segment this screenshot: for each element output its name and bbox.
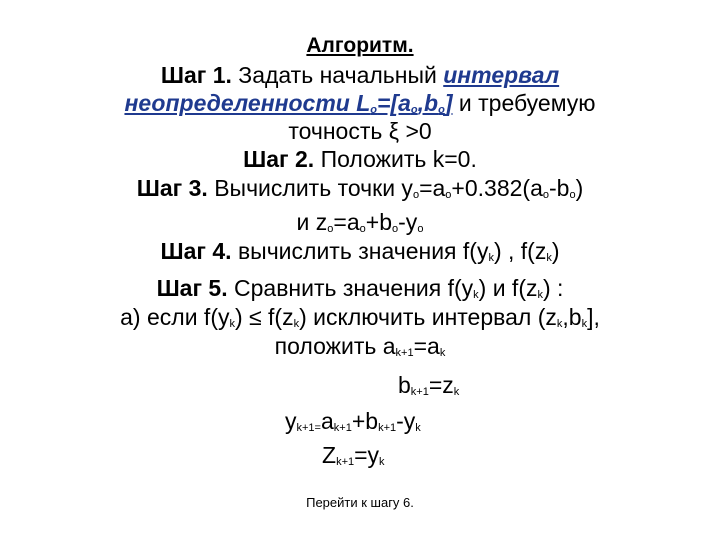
b-formula-line (398, 371, 459, 399)
step5-label: Шаг 5. (156, 275, 228, 301)
step3-label: Шаг 3. (136, 175, 208, 201)
title: Алгоритм. (306, 34, 414, 57)
step1-text-b: и требуемую (458, 90, 596, 116)
step1-line2 (0, 89, 720, 117)
step5-text: Сравнить значения f(yk) и f(zk) : (234, 275, 564, 301)
case-a-line1 (0, 303, 720, 331)
case-a-line2 (0, 332, 720, 360)
step1-line1 (0, 61, 720, 89)
step1-line3 (0, 117, 720, 145)
step3-z-formula: и zo=ao+bo-yo (296, 209, 424, 235)
step3-text: Вычислить точки yo=ao+0.382(ao-bo) (214, 175, 584, 201)
step4-line (0, 237, 720, 265)
goto-text: Перейти к шагу 6. (306, 495, 414, 510)
step1-text-a: Задать начальный (238, 62, 437, 88)
case-a-assign-a: положить ak+1=ak (274, 333, 446, 359)
uncertainty-link[interactable]: неопределенности Lo=[ao,bo] (124, 90, 453, 116)
z-formula: Zk+1=yk (322, 442, 385, 468)
step5-line (0, 274, 720, 302)
goto-line (0, 489, 720, 517)
z-formula-line (322, 441, 385, 469)
y-formula: yk+1=ak+1+bk+1-yk (285, 408, 421, 434)
title-line (0, 30, 720, 60)
y-formula-line (285, 407, 421, 435)
step2-label: Шаг 2. (243, 146, 315, 172)
b-formula: bk+1=zk (398, 372, 460, 398)
step2-text: Положить k=0. (320, 146, 477, 172)
step1-text-c: точность ξ >0 (288, 118, 432, 144)
interval-link[interactable]: интервал (443, 62, 560, 88)
step4-text: вычислить значения f(yk) , f(zk) (237, 238, 560, 264)
step3-line1 (0, 174, 720, 202)
case-a-text: а) если f(yk) ≤ f(zk) исключить интервал (zk,bk], (120, 304, 600, 330)
step3-line2 (0, 208, 720, 236)
step2-line (0, 145, 720, 173)
step4-label: Шаг 4. (160, 238, 232, 264)
step1-label: Шаг 1. (160, 62, 232, 88)
